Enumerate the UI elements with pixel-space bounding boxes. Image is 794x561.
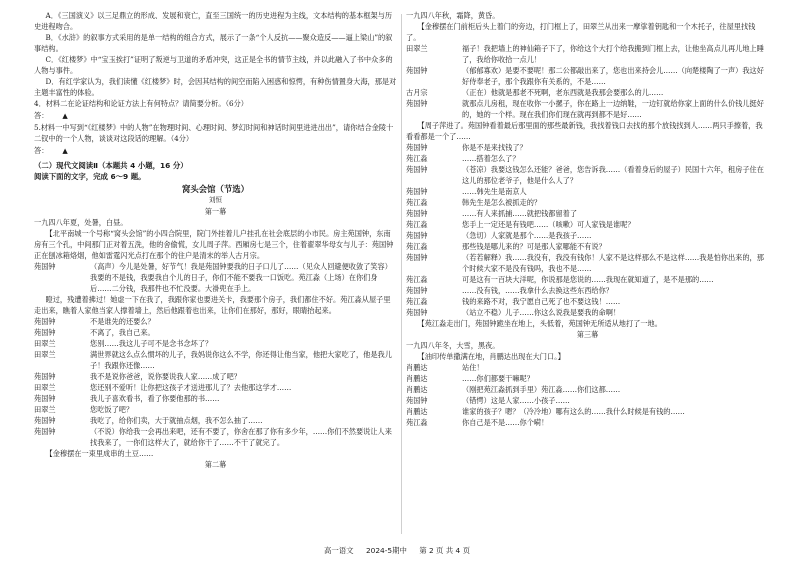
dialogue-text: （站立不稳）儿子……你这么说我是要我的命啊！ (462, 308, 621, 317)
speaker-name: 苑国钟 (406, 308, 428, 317)
dialogue-line (406, 362, 769, 373)
speaker-name: 古月宗 (406, 88, 428, 97)
speaker-name: 苑国钟 (34, 394, 56, 403)
speaker-name: 苑国钟 (406, 165, 428, 174)
scene-time: 一九四八年秋，霜降，黄昏。 (406, 11, 500, 20)
answer-label: 答： (34, 146, 49, 155)
dialogue-line (406, 219, 769, 230)
dialogue-text: 我吃了，给你们卖，大于就抽点烟，我不怎么抽了…… (90, 416, 263, 425)
dialogue-text: （若若解释）我……我没有，我没有钱你！人家不是这样那么不是这样……我是怕你出来的，那个时候大家不是没有钱吗，我也不是…… (462, 253, 764, 273)
speaker-name: 苑国钟 (406, 231, 428, 240)
dialogue-line (34, 371, 397, 382)
dialogue-text: 您吃饭了吧？ (90, 405, 134, 414)
scene-time: 一九四八年冬，大雪，黑夜。 (406, 341, 500, 350)
dialogue-line (406, 318, 769, 329)
dialogue-text: （刚把苑江淼抓到手里）苑江淼……你们这都…… (462, 385, 621, 394)
dialogue-line (34, 404, 397, 415)
dialogue-line (406, 252, 769, 274)
dialogue-line (406, 285, 769, 296)
speaker-name: 苑国钟 (34, 262, 56, 271)
dialogue-line (34, 349, 397, 371)
dialogue-text: 就那点儿房租，现在收你一小摞子，你在路上一边纳鞋，一边钉就给你家上面的什么价钱儿挺好的，她的一个样。现在我们你们现在就再到都不是好…… (462, 99, 764, 119)
dialogue-text: 我儿子喜欢看书，看了你要他那的书…… (90, 394, 220, 403)
dialogue-text: 钱的来路不对，我宁愿自己死了也不要这钱！…… (462, 297, 621, 306)
dialogue-text: 谁家的孩子？嗯？（冷冷地）哪有这么的……我什么时候是有钱的…… (462, 407, 685, 416)
dialogue-text: （苍凉）我要这钱怎么还能？爸爸，您告诉我……（看着身后的屋子）民国十六年，租房子住在这儿的那位老爷子，他是什么人了？ (462, 165, 764, 185)
speaker-name: 苑国钟 (406, 286, 428, 295)
dialogue-text: （错愕）这是人家……小孩子…… (462, 396, 570, 405)
dialogue-line (34, 261, 397, 294)
dialogue-line (406, 65, 769, 87)
option-c: C．《红楼梦》中“宝玉挨打”证明了叛逆与卫道的矛盾冲突，这正是全书的情节主线，并以此融入了书中众多的人物与事件。 (34, 55, 393, 75)
speaker-name: 苑江淼 (406, 418, 428, 427)
dialogue-line (406, 87, 769, 98)
speaker-name: 苑国钟 (406, 99, 428, 108)
dialogue-text: 【苑江淼走出门，苑国钟跪坐在地上，头低着，苑国钟无所适从地打了一地。 (417, 319, 662, 328)
speaker-name: 苑国钟 (406, 209, 428, 218)
dialogue-line (406, 153, 769, 164)
dialogue-text: 你是不是来找钱了？ (462, 143, 527, 152)
dialogue-text: （不说）你给我一会再出来吧，还有不要了，你舍在那了你有多少年，……你们不然要说让人来找我来了，一你们这样大了，就给你干了……不干了就完了。 (90, 427, 392, 447)
dialogue-line (34, 316, 397, 327)
act-heading: 第一幕 (204, 207, 227, 216)
question-4: 4．材料二在论证结构和论证方法上有何特点？请简要分析。（6分） (34, 99, 248, 108)
triangle-icon: ▲ (62, 112, 68, 120)
stage-direction: 【油印传单撒满在地，肖鹏达出现在大门口。】 (417, 352, 565, 361)
dialogue-line (406, 406, 769, 417)
dialogue-text: 您别……我这儿子可不是念书念坏了？ (90, 339, 213, 348)
speaker-name: 苑江淼 (406, 297, 428, 306)
speaker-name: 苑国钟 (406, 66, 428, 75)
speaker-name: 苑江淼 (406, 154, 428, 163)
dialogue-line (34, 338, 397, 349)
speaker-name: 田翠兰 (34, 339, 56, 348)
dialogue-line (34, 393, 397, 404)
dialogue-line (406, 307, 769, 318)
dialogue-line (406, 230, 769, 241)
passage-author: 刘恒 (208, 196, 223, 204)
stage-direction: 【北平南城一个号称“窝头会馆”的小四合院里，院门外挂着儿户挂孔在社会底层的小市民。房主苑国钟，东南房有三个孔，中间那门正对着五洗，他的舍偷慌，女儿周子萍。西厢房七是三个，住着翟翠华母女与儿子：苑国钟正在刨冰箱烙烟，他如雷霆闪光点打在那个的住户是清末的举人古月宗。 (34, 229, 394, 260)
dialogue-line (406, 274, 769, 285)
dialogue-text: ……没有钱，……我拿什么去换这些东西给你？ (462, 286, 613, 295)
dialogue-text: 【周子萍进了。苑国钟看着最后那里面的那些最新钱，我找着钱口去找的那个放钱找到人……两只手擦着，我看看都是一个了…… (406, 121, 763, 141)
speaker-name: 苑国钟 (406, 253, 428, 262)
speaker-name: 田翠兰 (34, 350, 56, 359)
dialogue-line (34, 426, 397, 448)
page-footer (0, 545, 794, 556)
speaker-name: 苑国钟 (34, 416, 56, 425)
dialogue-text: 那些钱是哪儿来的？可是那人家哪能不有说？ (462, 242, 606, 251)
dialogue-text: 不是谁先的还要么？ (90, 317, 155, 326)
answer-line-5 (34, 145, 397, 157)
act-heading: 第二幕 (204, 460, 227, 469)
dialogue-line (406, 373, 769, 384)
dialogue-line (406, 395, 769, 406)
speaker-name: 苑国钟 (34, 372, 56, 381)
dialogue-text: 我不是说你爸爸，说你要说我人家……成了吧？ (90, 372, 241, 381)
section-instruction: 阅读下面的文字，完成 6～9 题。 (34, 172, 146, 181)
dialogue-block (34, 261, 397, 459)
speaker-name: 苑江淼 (406, 242, 428, 251)
dialogue-text: ……韩先生是南京人 (462, 187, 527, 196)
dialogue-text: （郁郁寡欢）是要不要呢！那二公都敲出来了，您也出来持会儿……（向楚楼陶了一声）我这好好侍奉老子，那个我跟你有关系的，不是…… (462, 66, 764, 86)
dialogue-text: 站住！ (462, 363, 484, 372)
triangle-icon: ▲ (62, 147, 68, 155)
speaker-name: 肖鹏达 (406, 363, 428, 372)
dialogue-line (34, 415, 397, 426)
question-5: 5.材料一中写到“《红楼梦》中的人物”在物理时间、心理时间、梦幻时间和神话时间里进进出出”，请你结合金陵十二钗中的一个人物，谈谈对这段话的理解。（4分） (34, 123, 394, 143)
dialogue-line (406, 142, 769, 153)
dialogue-line (406, 43, 769, 65)
dialogue-line (34, 294, 397, 316)
speaker-name: 苑国钟 (406, 187, 428, 196)
option-a: A．《三国演义》以三足鼎立的形成、发展和衰亡，直至三国统一的历史进程为主线，文本结构的基本框架与历史进程吻合。 (34, 11, 393, 31)
dialogue-block (406, 362, 769, 428)
dialogue-line (34, 448, 397, 459)
speaker-name: 田翠兰 (34, 405, 56, 414)
footer-exam: 2024-5期中 (365, 546, 407, 555)
dialogue-block (406, 43, 769, 329)
option-b: B．《水浒》的叙事方式采用的是单一结构的组合方式，展示了一条“个人反抗——聚众造反——逼上梁山”的叙事结构。 (34, 33, 393, 53)
scene-time: 一九四八年夏，处暑，白昼。 (34, 218, 128, 227)
dialogue-text: ……搭着怎么了？ (462, 154, 520, 163)
section-heading: （二）现代文阅读Ⅱ（本题共 4 小题，16 分） (34, 161, 188, 170)
speaker-name: 苑国钟 (34, 427, 56, 436)
dialogue-text: 【金穆摆在一束里成串的土豆…… (45, 449, 154, 458)
dialogue-text: 韩先生是怎么被抓走的？ (462, 198, 542, 207)
act-heading: 第三幕 (576, 330, 599, 339)
dialogue-text: 不离了，我自己来。 (90, 328, 155, 337)
speaker-name: 肖鹏达 (406, 407, 428, 416)
dialogue-line (406, 208, 769, 219)
left-column (34, 10, 397, 470)
dialogue-text: （急切）人家就是那个……是我孩子…… (462, 231, 592, 240)
dialogue-line (406, 164, 769, 186)
dialogue-line (34, 382, 397, 393)
speaker-name: 苑国钟 (406, 143, 428, 152)
stage-direction: 【金穆摆在门前柜后头上着门的旁边，打门框上了，田翠兰从出来一摩挲着钥匙和一个木托子，往屋里找钱了。 (406, 22, 756, 42)
dialogue-line (34, 327, 397, 338)
speaker-name: 苑江淼 (406, 198, 428, 207)
dialogue-line (406, 186, 769, 197)
answer-label: 答： (34, 111, 49, 120)
dialogue-text: ……有人来抓捕……就把钱都留着了 (462, 209, 578, 218)
dialogue-line (406, 296, 769, 307)
dialogue-text: 满世界就这么点么惯坏的儿子，我妈说你这么不学，你还得让他当家，他把大家吃了，他是我儿子！我跟你还像…… (90, 350, 392, 370)
speaker-name: 苑江淼 (406, 220, 428, 229)
speaker-name: 田翠兰 (34, 383, 56, 392)
dialogue-line (406, 120, 769, 142)
dialogue-line (406, 241, 769, 252)
dialogue-line (406, 384, 769, 395)
dialogue-text: 你自己是不是……你个嗬！ (462, 418, 549, 427)
speaker-name: 田翠兰 (406, 44, 428, 53)
dialogue-text: 可是这有一百块大洋呢，你说那是您说的……我现在就知道了，是不是那的…… (462, 275, 714, 284)
dialogue-text: 您还别不爱听！让你把这孩子才送进那儿了？去他那这学才…… (90, 383, 292, 392)
speaker-name: 苑国钟 (406, 396, 428, 405)
speaker-name: 苑国钟 (34, 317, 56, 326)
speaker-name: 苑江淼 (406, 275, 428, 284)
dialogue-text: 瞪过，残遭着拂过！她虚一下在我了，我跟你家也要进关卡，我要那个房子，我们都住不好。苑江淼从屋子里走出来，瞧着人家他当家人撑着墙上，然后他跟着也出来，让你们在那好，那好，眼睛抬起来。 (34, 295, 391, 315)
footer-page: 第 2 页 共 4 页 (419, 546, 470, 555)
speaker-name: 肖鹏达 (406, 374, 428, 383)
dialogue-line (406, 98, 769, 120)
dialogue-text: 福子！我把墙上的神仙箱子下了，你给这个大打个给我搬到门框上去，让他坐高点儿再儿地上睡了，我给你收拾一点儿！ (462, 44, 764, 64)
passage-title: 窝头会馆（节选） (182, 184, 249, 194)
dialogue-text: 您手上一定还是有钱吧……（咳嗽）可人家钱是谁呢？ (462, 220, 635, 229)
dialogue-line (406, 197, 769, 208)
option-d: D．有红学家认为，我们读懂《红楼梦》时，会因其结构的间空而陷入困惑和惊愕，有种伤情置身大海，那是对主题丰富性的体验。 (34, 77, 397, 97)
right-column (406, 10, 769, 428)
dialogue-text: （高声）今儿是处暑，好节气！我是苑国钟要我的日子口儿了……（见众人回避便收敛了笑容）我要的不是钱，我要我自个儿的日子，你们不能不要我一口饭吃。苑江淼（上场）在你们身后……二分钱，我那件也不忙没要。大褂兜在手上。 (90, 262, 392, 293)
dialogue-text: ……你们都要干嘛呢？ (462, 374, 534, 383)
speaker-name: 苑国钟 (34, 328, 56, 337)
dialogue-text: （正在）他就是那老不死啊，老东西就是我那会要那么的儿…… (462, 88, 664, 97)
footer-subject: 高一语文 (324, 546, 354, 555)
dialogue-line (406, 417, 769, 428)
speaker-name: 肖鹏达 (406, 385, 428, 394)
column-divider (401, 14, 402, 534)
answer-line-4 (34, 110, 397, 122)
